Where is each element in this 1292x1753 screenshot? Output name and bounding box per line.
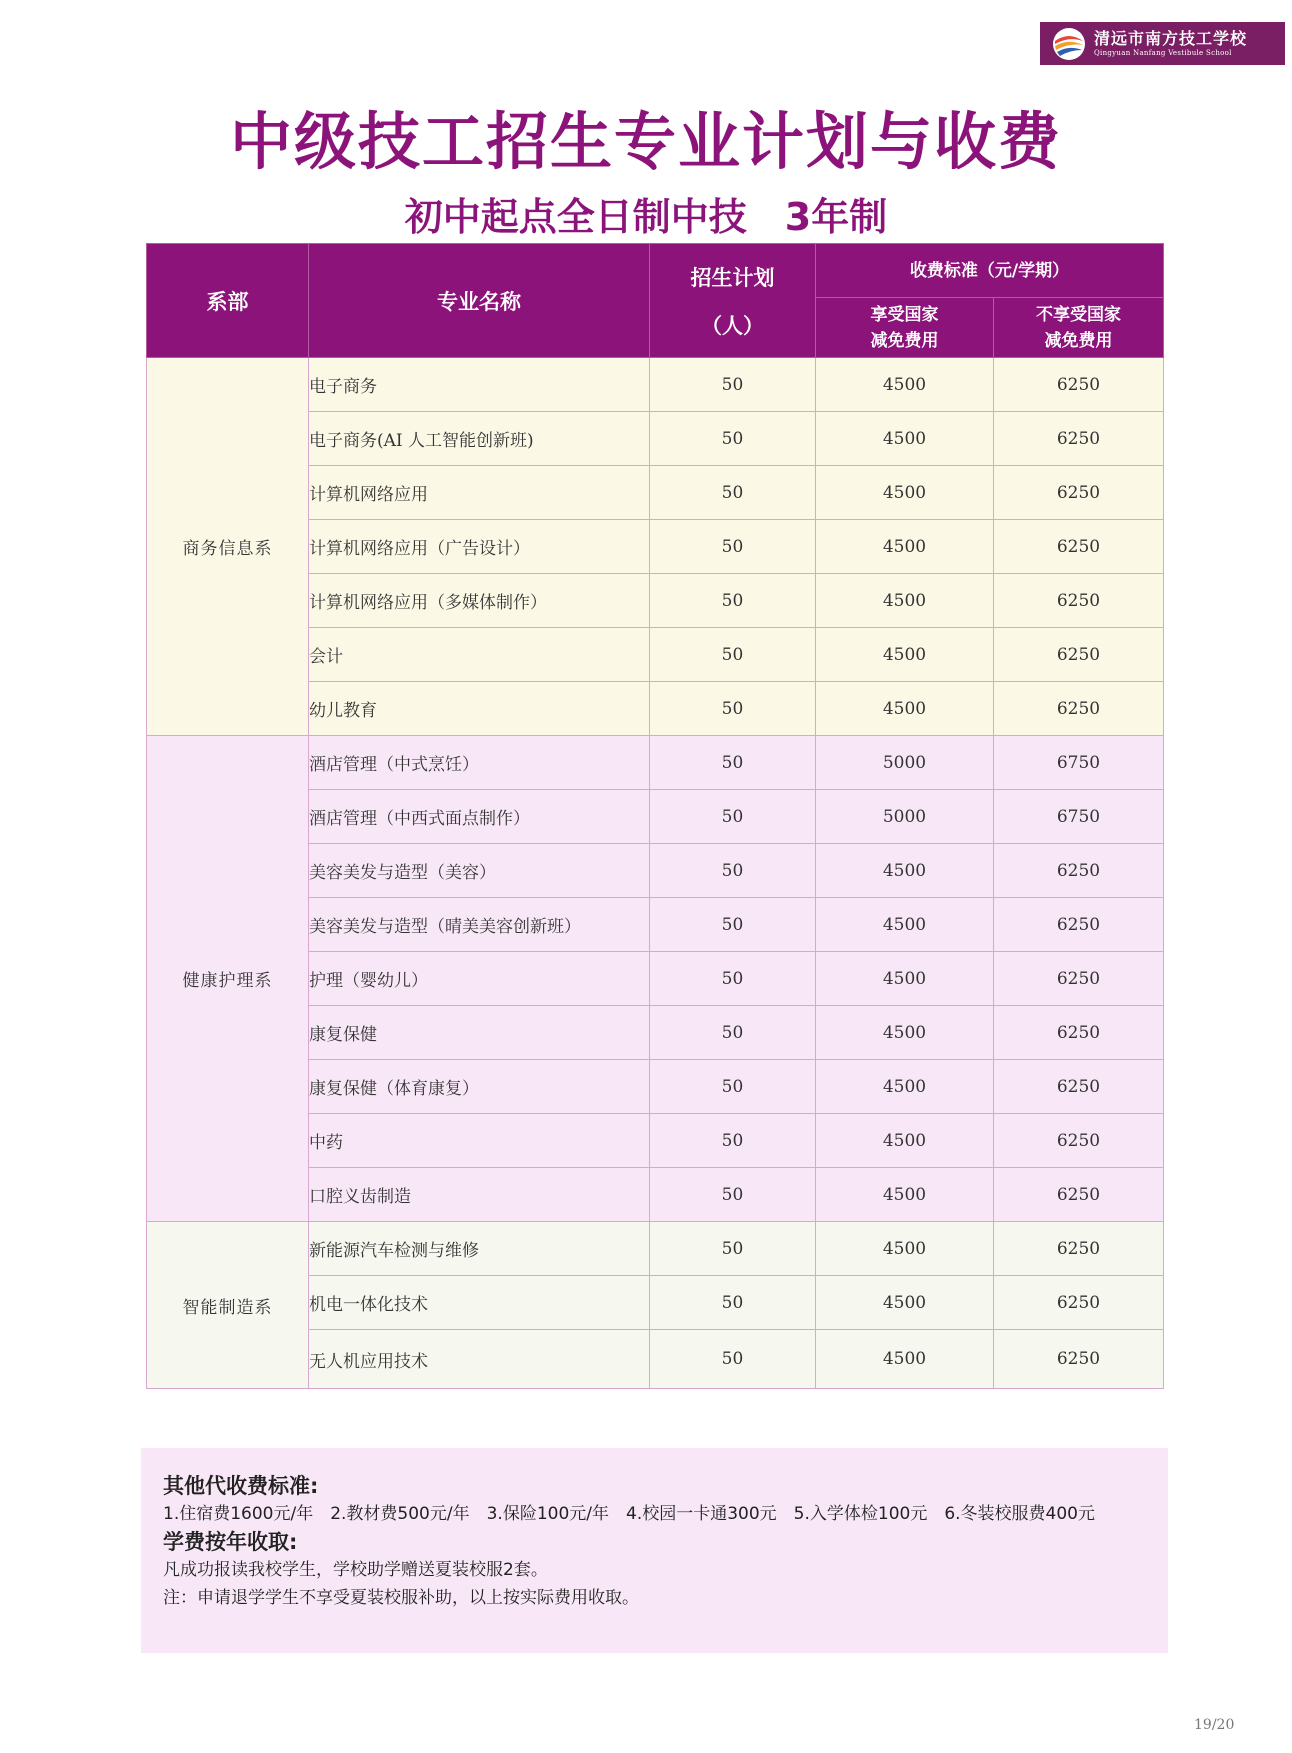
plan-cell: 50 <box>650 358 816 412</box>
major-cell: 酒店管理（中西式面点制作） <box>309 790 650 844</box>
major-cell: 计算机网络应用（多媒体制作） <box>309 574 650 628</box>
school-emblem-icon <box>1052 27 1086 61</box>
fee-full-cell: 6250 <box>994 412 1164 466</box>
plan-cell: 50 <box>650 1060 816 1114</box>
fee-reduced-cell: 4500 <box>816 1276 994 1330</box>
fee-reduced-cell: 4500 <box>816 1222 994 1276</box>
major-cell: 康复保健 <box>309 1006 650 1060</box>
header-fee-reduced <box>816 298 994 358</box>
fee-full-cell: 6250 <box>994 1060 1164 1114</box>
fee-reduced-cell: 4500 <box>816 1006 994 1060</box>
table-row <box>147 1222 1164 1276</box>
page-title: 中级技工招生专业计划与收费 <box>229 105 1062 178</box>
major-cell: 电子商务 <box>309 358 650 412</box>
major-cell: 酒店管理（中式烹饪） <box>309 736 650 790</box>
header-fee-full <box>994 298 1164 358</box>
plan-cell: 50 <box>650 682 816 736</box>
other-fees-items: 1.住宿费1600元/年 2.教材费500元/年 3.保险100元/年 4.校园一卡通300元 5.入学体检100元 6.冬装校服费400元 <box>163 1504 1096 1524</box>
dept-cell: 智能制造系 <box>147 1222 309 1389</box>
withdraw-note: 注：申请退学学生不享受夏装校服补助，以上按实际费用收取。 <box>163 1588 639 1608</box>
fee-reduced-cell: 4500 <box>816 520 994 574</box>
fee-reduced-cell: 5000 <box>816 736 994 790</box>
fee-full-cell: 6250 <box>994 1168 1164 1222</box>
fee-reduced-cell: 4500 <box>816 682 994 736</box>
fee-reduced-cell: 4500 <box>816 628 994 682</box>
table-row <box>147 736 1164 790</box>
header-fee-group: 收费标准（元/学期） <box>816 244 1164 298</box>
plan-cell: 50 <box>650 1330 816 1389</box>
major-cell: 美容美发与造型（晴美美容创新班） <box>309 898 650 952</box>
major-cell: 美容美发与造型（美容） <box>309 844 650 898</box>
major-cell: 中药 <box>309 1114 650 1168</box>
plan-cell: 50 <box>650 1006 816 1060</box>
header-fee-full-text: 不享受国家减免费用 <box>1036 304 1121 351</box>
fee-full-cell: 6250 <box>994 1006 1164 1060</box>
major-cell: 新能源汽车检测与维修 <box>309 1222 650 1276</box>
fee-reduced-cell: 4500 <box>816 1330 994 1389</box>
plan-cell: 50 <box>650 574 816 628</box>
major-cell: 会计 <box>309 628 650 682</box>
fee-full-cell: 6250 <box>994 520 1164 574</box>
fee-reduced-cell: 4500 <box>816 358 994 412</box>
fee-reduced-cell: 4500 <box>816 1114 994 1168</box>
annual-fee-heading: 学费按年收取: <box>163 1530 298 1554</box>
plan-cell: 50 <box>650 790 816 844</box>
fee-reduced-cell: 4500 <box>816 844 994 898</box>
fee-table-body <box>147 358 1164 1389</box>
major-cell: 无人机应用技术 <box>309 1330 650 1389</box>
fee-full-cell: 6750 <box>994 736 1164 790</box>
fee-full-cell: 6250 <box>994 1330 1164 1389</box>
logo-name-en: Qingyuan Nanfang Vestibule School <box>1094 48 1232 57</box>
page-subtitle: 初中起点全日制中技 3年制 <box>404 195 888 239</box>
fee-full-cell: 6250 <box>994 898 1164 952</box>
fee-reduced-cell: 4500 <box>816 466 994 520</box>
fee-full-cell: 6250 <box>994 1276 1164 1330</box>
plan-cell: 50 <box>650 1168 816 1222</box>
fee-reduced-cell: 4500 <box>816 1060 994 1114</box>
header-fee-reduced-text: 享受国家减免费用 <box>870 304 939 351</box>
fee-full-cell: 6250 <box>994 952 1164 1006</box>
plan-cell: 50 <box>650 898 816 952</box>
fee-full-cell: 6250 <box>994 682 1164 736</box>
notes-box <box>141 1448 1168 1653</box>
dept-cell: 健康护理系 <box>147 736 309 1222</box>
fee-full-cell: 6250 <box>994 844 1164 898</box>
fee-full-cell: 6750 <box>994 790 1164 844</box>
logo-name-cn: 清远市南方技工学校 <box>1094 28 1248 48</box>
table-row <box>147 358 1164 412</box>
major-cell: 幼儿教育 <box>309 682 650 736</box>
header-major: 专业名称 <box>309 244 650 358</box>
major-cell: 护理（婴幼儿） <box>309 952 650 1006</box>
plan-cell: 50 <box>650 520 816 574</box>
uniform-note: 凡成功报读我校学生，学校助学赠送夏装校服2套。 <box>163 1560 548 1580</box>
plan-cell: 50 <box>650 736 816 790</box>
fee-reduced-cell: 4500 <box>816 898 994 952</box>
fee-reduced-cell: 4500 <box>816 412 994 466</box>
plan-cell: 50 <box>650 844 816 898</box>
other-fees-heading: 其他代收费标准: <box>163 1474 319 1498</box>
major-cell: 康复保健（体育康复） <box>309 1060 650 1114</box>
plan-cell: 50 <box>650 466 816 520</box>
fee-full-cell: 6250 <box>994 358 1164 412</box>
school-logo <box>1040 22 1285 65</box>
fee-full-cell: 6250 <box>994 1222 1164 1276</box>
dept-cell: 商务信息系 <box>147 358 309 736</box>
header-plan-line1: 招生计划 <box>690 265 775 290</box>
plan-cell: 50 <box>650 628 816 682</box>
header-plan <box>650 244 816 358</box>
fee-reduced-cell: 4500 <box>816 952 994 1006</box>
page-number: 19/20 <box>1194 1717 1235 1733</box>
major-cell: 机电一体化技术 <box>309 1276 650 1330</box>
major-cell: 电子商务(AI 人工智能创新班) <box>309 412 650 466</box>
fee-full-cell: 6250 <box>994 574 1164 628</box>
major-cell: 计算机网络应用 <box>309 466 650 520</box>
fee-reduced-cell: 4500 <box>816 574 994 628</box>
fee-table <box>146 243 1164 1389</box>
fee-full-cell: 6250 <box>994 1114 1164 1168</box>
plan-cell: 50 <box>650 952 816 1006</box>
plan-cell: 50 <box>650 412 816 466</box>
plan-cell: 50 <box>650 1276 816 1330</box>
major-cell: 计算机网络应用（广告设计） <box>309 520 650 574</box>
fee-full-cell: 6250 <box>994 466 1164 520</box>
fee-reduced-cell: 4500 <box>816 1168 994 1222</box>
header-plan-line2: （人） <box>701 313 764 338</box>
major-cell: 口腔义齿制造 <box>309 1168 650 1222</box>
fee-reduced-cell: 5000 <box>816 790 994 844</box>
fee-full-cell: 6250 <box>994 628 1164 682</box>
plan-cell: 50 <box>650 1222 816 1276</box>
header-dept: 系部 <box>147 244 309 358</box>
plan-cell: 50 <box>650 1114 816 1168</box>
